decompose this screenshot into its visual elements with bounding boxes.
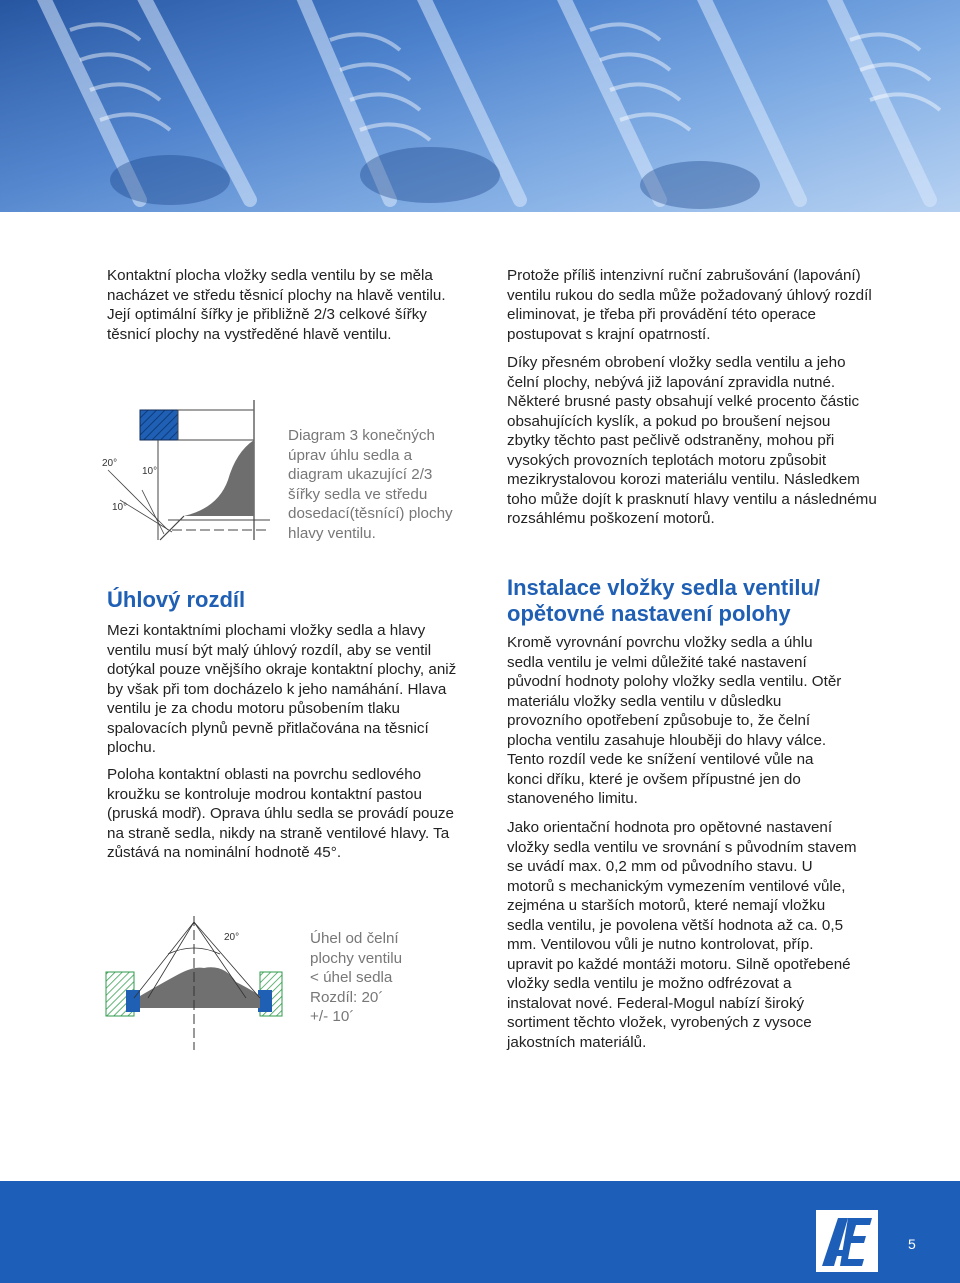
angle-paragraph-2: Poloha kontaktní oblasti na povrchu sedlového kroužku se kontroluje modrou kontaktní pastou (pruská modř). Oprava úhlu sedla se provádí pouze na straně sedla, nikdy na straně ventilové hlavy. Ta zůstává na nominální hodnotě 45°. <box>107 766 454 861</box>
valve-springs-photo <box>0 0 960 212</box>
angle-paragraph-1: Mezi kontaktními plochami vložky sedla a hlavy ventilu musí být malý úhlový rozdíl, aby se ventil dotýkal pouze vnějšího okraje kontaktní plochy, aniž by však při tom docházelo k jeho namáhání. Hlava ventilu je za chodu motoru působením tlaku spalovacích plynů pevně přitlačována na těsnicí plochu. <box>107 622 457 756</box>
valve-face-angle-diagram <box>104 912 284 1052</box>
heading-line-2: opětovné nastavení polohy <box>507 601 791 626</box>
angle-label-20: 20° <box>102 458 118 469</box>
diagram2-caption-line: < úhel sedla <box>310 969 393 986</box>
section-heading-installation <box>507 575 907 627</box>
diagram2-caption <box>310 929 460 1027</box>
header-banner-image <box>0 0 960 212</box>
diagram2-caption-line: plochy ventilu <box>310 949 403 967</box>
diagram2-caption-line: Rozdíl: 20´ <box>310 988 384 1006</box>
diagram2-caption-line: Úhel od čelní <box>310 930 399 947</box>
lapping-paragraph: Protože příliš intenzivní ruční zabrušování (lapování) ventilu rukou do sedla může požadovaný úhlový rozdíl eliminovat, je třeba při provádění této operace postupovat s krajní opatrností. <box>507 267 872 343</box>
diagram2-caption-line: +/- 10´ <box>310 1008 355 1025</box>
installation-paragraph-2: Jako orientační hodnota pro opětovné nastavení vložky sedla ventilu ve srovnání s původním stavem se uvádí max. 0,2 mm od původního stavu. U motorů s mechanickým vymezením ventilové vůle, zejména u starších motorů, které nemají vložku sedla ventilu, je povolena větší hodnota až ca. 0,5 mm. Ventilovou vůli je nutno kontrolovat, příp. upravit po každé montáži motoru. Silně opotřebené vložky sedla ventilu je možno odfrézovat a instalovat nové. Federal-Mogul nabízí široký sortiment těchto vložek, vyrobených z vysoce jakostních materiálů. <box>507 819 857 1051</box>
angle-label-20-diagram2: 20° <box>224 932 240 943</box>
page-number: 5 <box>908 1236 916 1252</box>
seat-angle-diagram <box>98 400 270 550</box>
heading-line-1: Instalace vložky sedla ventilu/ <box>507 575 821 600</box>
ae-logo-icon <box>816 1210 878 1272</box>
angle-label-10-upper: 10° <box>142 466 158 477</box>
intro-paragraph: Kontaktní plocha vložky sedla ventilu by se měla nacházet ve středu těsnicí plochy na hlavě ventilu. Její optimální šířky je přibližně 2/3 celkové šířky těsnicí plochy na vystředěné hlavě ventilu. <box>107 267 446 343</box>
diagram1-caption: Diagram 3 konečných úprav úhlu sedla a diagram ukazující 2/3 šířky sedla ve středu dosedací(těsnící) plochy hlavy ventilu. <box>288 427 453 542</box>
angle-label-10-lower: 10° <box>112 502 128 513</box>
section-heading-angle: Úhlový rozdíl <box>107 587 246 612</box>
paste-warning-paragraph: Díky přesném obrobení vložky sedla ventilu a jeho čelní plochy, nebývá již lapování zpravidla nutné. Některé brusné pasty obsahují velké procento částic obsahujících kyslík, a pokud po broušení nejsou zbytky těchto past pečlivě odstraněny, mohou při vysokých provozních teplotách motoru způsobit mezikrystalovou korozi materiálu ventilu. Následkem toho může dojít k prasknutí hlavy ventilu a následnému rozsáhlému poškození motorů. <box>507 354 877 527</box>
installation-paragraph-1: Kromě vyrovnání povrchu vložky sedla a úhlu sedla ventilu je velmi důležité také nastavení původní hodnoty polohy vložky sedla ventilu. Otěr materiálu vložky sedla ventilu v důsledku provozního opotřebení způsobuje to, že čelní plocha ventilu zasahuje hlouběji do hlavy válce. Tento rozdíl vede ke snížení ventilové vůle na konci dříku, které je ovšem přípustné jen do stanoveného limitu. <box>507 634 842 807</box>
